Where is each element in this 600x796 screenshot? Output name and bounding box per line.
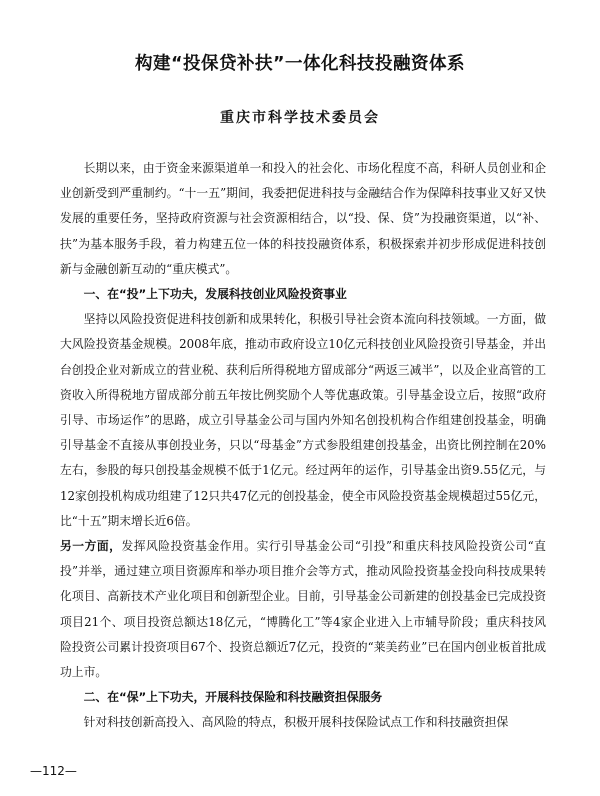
- document-title: 构建“投保贷补扶”一体化科技投融资体系: [134, 54, 465, 74]
- section-heading-insure: 二、在“保”上下功夫，开展科技保险和科技融资担保服务: [83, 690, 383, 705]
- document-body: [60, 156, 546, 736]
- paragraph-invest-role-text: 发挥风险投资基金作用。实行引导基金公司“引投”和重庆科技风险投资公司“直投”并举，通过建立项目资源库和举办项目推介会等方式，推动风险投资基金投向科技成果转化项目、高新技术产业化项目和创新型企业。目前，引导基金公司新建的创投基金已完成投资项目21个、项目投资总额达18亿元，“博腾化工”等4家企业进入上市辅导阶段；重庆科技风险投资公司累计投资项目67个、投资总额近7亿元，投资的“莱美药业”已在国内创业板首批成功上市。: [60, 539, 546, 680]
- page-number: —112—: [30, 764, 77, 778]
- intro-paragraph: 长期以来，由于资金来源渠道单一和投入的社会化、市场化程度不高，科研人员创业和企业创新受到严重制约。“十一五”期间，我委把促进科技与金融结合作为保障科技事业又好又快发展的重要任务，坚持政府资源与社会资源相结合，以“投、保、贷”为投融资渠道，以“补、扶”为基本服务手段，着力构建五位一体的科技投融资体系，积极探索并初步形成促进科技创新与金融创新互动的“重庆模式”。: [60, 161, 546, 276]
- lead-in-bold: 另一方面，: [60, 539, 122, 554]
- paragraph-invest-role: [60, 534, 546, 685]
- paragraph-insure: 针对科技创新高投入、高风险的特点，积极开展科技保险试点工作和科技融资担保: [83, 715, 509, 730]
- author-organization: 重庆市科学技术委员会: [220, 110, 380, 126]
- paragraph-invest-fund: 坚持以风险投资促进科技创新和成果转化，积极引导社会资本流向科技领域。一方面，做大风险投资基金规模。2008年底，推动市政府设立10亿元科技创业风险投资引导基金，并出台创投企业对新成立的营业税、获利后所得税地方留成部分“两返三减半”，以及企业高管的工资收入所得税地方留成部分前五年按比例奖励个人等优惠政策。引导基金设立后，按照“政府引导、市场运作”的思路，成立引导基金公司与国内外知名创投机构合作组建创投基金，明确引导基金不直接从事创投业务，只以“母基金”方式参股组建创投基金，出资比例控制在20%左右，参股的每只创投基金规模不低于1亿元。经过两年的运作，引导基金出资9.55亿元，与12家创投机构成功组建了12只共47亿元的创投基金，使全市风险投资基金规模超过55亿元，比“十五”期末增长近6倍。: [60, 312, 546, 528]
- section-heading-invest: 一、在“投”上下功夫，发展科技创业风险投资事业: [83, 287, 347, 302]
